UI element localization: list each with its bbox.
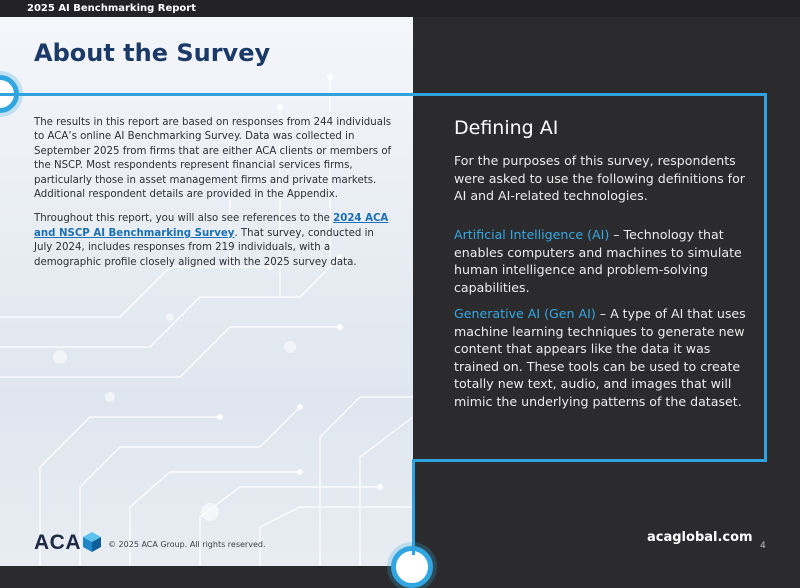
survey-paragraph-1: The results in this report are based on responses from 244 individuals to ACA’s online AI Benchmarking Survey. Data was collected in September 2025 from firms that are either ACA clients or members of the NSCP. Most respondents represent financial services firms, particularly those in asset management firms and private markets. Additional respondent details are provided in the Appendix. — [34, 117, 392, 201]
page-title: About the Survey — [34, 39, 271, 67]
logo-text: ACA — [34, 531, 81, 554]
definitions-title: Defining AI — [454, 117, 559, 139]
report-title: 2025 AI Benchmarking Report — [27, 3, 196, 14]
survey-description — [34, 116, 394, 280]
frame-line-left — [412, 459, 415, 555]
frame-line-bottom — [412, 459, 767, 462]
aca-cube-icon — [83, 532, 101, 552]
definitions-intro: For the purposes of this survey, respondents were asked to use the following definitions for AI and AI-related technologies. — [454, 153, 745, 203]
survey-paragraph-2 — [34, 212, 394, 270]
paragraph-2-lead: Throughout this report, you will also see references to the — [34, 213, 334, 225]
circuit-pattern-decor — [0, 17, 413, 566]
term-ai: Artificial Intelligence (AI) — [454, 227, 610, 242]
top-bar — [0, 0, 800, 17]
frame-line-top — [0, 93, 767, 96]
definition-ai-text: – Technology that enables computers and machines to simulate human intelligence and problem-solving capabilities. — [454, 227, 742, 295]
website-link[interactable]: acaglobal.com — [647, 530, 753, 545]
definition-gen-ai-text: – A type of AI that uses machine learning techniques to generate new content that appears like the data it was trained on. These tools can be used to create totally new text, audio, and images that will mimic the underlying patterns of the dataset. — [454, 306, 746, 409]
survey-2024-link[interactable]: 2024 ACA and NSCP AI Benchmarking Survey — [34, 213, 389, 239]
about-survey-panel — [0, 17, 413, 566]
definition-gen-ai — [454, 305, 749, 410]
copyright-notice: © 2025 ACA Group. All rights reserved. — [108, 540, 266, 549]
term-gen-ai: Generative AI (Gen AI) — [454, 306, 596, 321]
frame-line-right — [764, 93, 767, 462]
definition-ai — [454, 226, 749, 296]
paragraph-2-tail: . That survey, conducted in July 2024, includes responses from 219 individuals, with a demographic profile closely aligned with the 2025 survey data. — [34, 227, 374, 268]
page-number: 4 — [760, 541, 766, 551]
